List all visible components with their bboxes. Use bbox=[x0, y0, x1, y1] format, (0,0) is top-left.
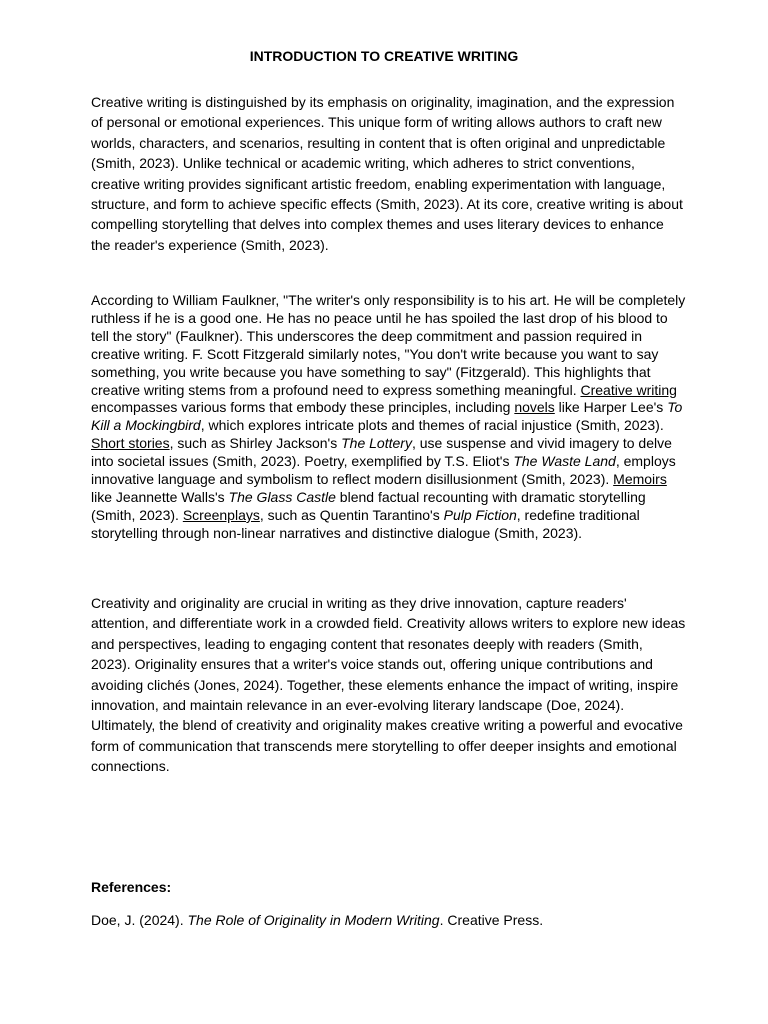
paragraph-definition: Creative writing is distinguished by its emphasis on originality, imagination, and the expression of personal or emotional experiences. This unique form of writing allows authors to craft new worlds, characters, and scenarios, resulting in content that is often original and unpredictable (Smith, 2023). Unlike technical or academic writing, which adheres to strict conventions, creative writing provides significant artistic freedom, enabling experimentation with language, structure, and form to achieve specific effects (Smith, 2023). At its core, creative writing is about compelling storytelling that delves into complex themes and uses literary devices to enhance the reader's experience (Smith, 2023). bbox=[91, 94, 683, 253]
text-span: , such as Shirley Jackson's bbox=[169, 435, 342, 452]
memoir-title: The Glass Castle bbox=[228, 488, 336, 505]
text-span: According to William Faulkner, "The writer's only responsibility is to his art. He will be completely ruthless if he is a good one. He has no peace until he has spoiled the last drop of his blood to tell the story" (Faulkner). This underscores the deep commitment and passion required in creative writing. F. Scott Fitzgerald similarly notes, "You don't write because you want to say something, you write because you have something to say" (Fitzgerald). This highlights that creative writing stems from a profound need to express something meaningful. bbox=[91, 292, 686, 398]
novels-link[interactable]: novels bbox=[514, 399, 555, 416]
screenplays-link[interactable]: Screenplays bbox=[182, 506, 260, 523]
text-span: , which explores intricate plots and themes of racial injustice (Smith, 2023). bbox=[200, 417, 664, 434]
text-span: like Harper Lee's bbox=[554, 399, 668, 416]
paragraph-forms bbox=[91, 292, 686, 543]
memoirs-link[interactable]: Memoirs bbox=[613, 471, 667, 488]
text-span: , such as Quentin Tarantino's bbox=[259, 506, 444, 523]
story-title: The Lottery bbox=[341, 435, 412, 452]
reference-author: Doe, J. (2024). bbox=[91, 912, 188, 928]
text-span: like Jeannette Walls's bbox=[91, 488, 229, 505]
book-title: To Kill a Mockingbird bbox=[91, 399, 683, 434]
reference-title: The Role of Originality in Modern Writing bbox=[187, 912, 440, 928]
reference-publisher: . Creative Press. bbox=[439, 912, 544, 928]
text-span: blend factual recounting with dramatic storytelling (Smith, 2023). bbox=[91, 488, 646, 523]
text-span: , redefine traditional storytelling through non-linear narratives and distinctive dialogue (Smith, 2023). bbox=[91, 506, 640, 541]
text-span: encompasses various forms that embody these principles, including bbox=[91, 399, 515, 416]
text-span: , use suspense and vivid imagery to delve into societal issues (Smith, 2023). Poetry, exemplified by T.S. Eliot's bbox=[91, 435, 672, 470]
short-stories-link[interactable]: Short stories bbox=[91, 435, 170, 452]
text-span: , employs innovative language and symbolism to reflect modern disillusionment (Smith, 2023). bbox=[91, 453, 676, 488]
poem-title: The Waste Land bbox=[513, 453, 616, 470]
page-title: INTRODUCTION TO CREATIVE WRITING bbox=[249, 48, 519, 64]
references-heading: References: bbox=[91, 879, 172, 895]
reference-item bbox=[91, 910, 543, 930]
creative-writing-link[interactable]: Creative writing bbox=[580, 381, 677, 398]
film-title: Pulp Fiction bbox=[443, 506, 517, 523]
paragraph-originality: Creativity and originality are crucial in writing as they drive innovation, capture readers' attention, and differentiate work in a crowded field. Creativity allows writers to explore new ideas and perspectives, leading to engaging content that resonates deeply with readers (Smith, 2023). Originality ensures that a writer's voice stands out, offering unique contributions and avoiding clichés (Jones, 2024). Together, these elements enhance the impact of writing, inspire innovation, and maintain relevance in an ever-evolving literary landscape (Doe, 2024). Ultimately, the blend of creativity and originality makes creative writing a powerful and evocative form of communication that transcends mere storytelling to offer deeper insights and emotional connections. bbox=[91, 595, 686, 775]
